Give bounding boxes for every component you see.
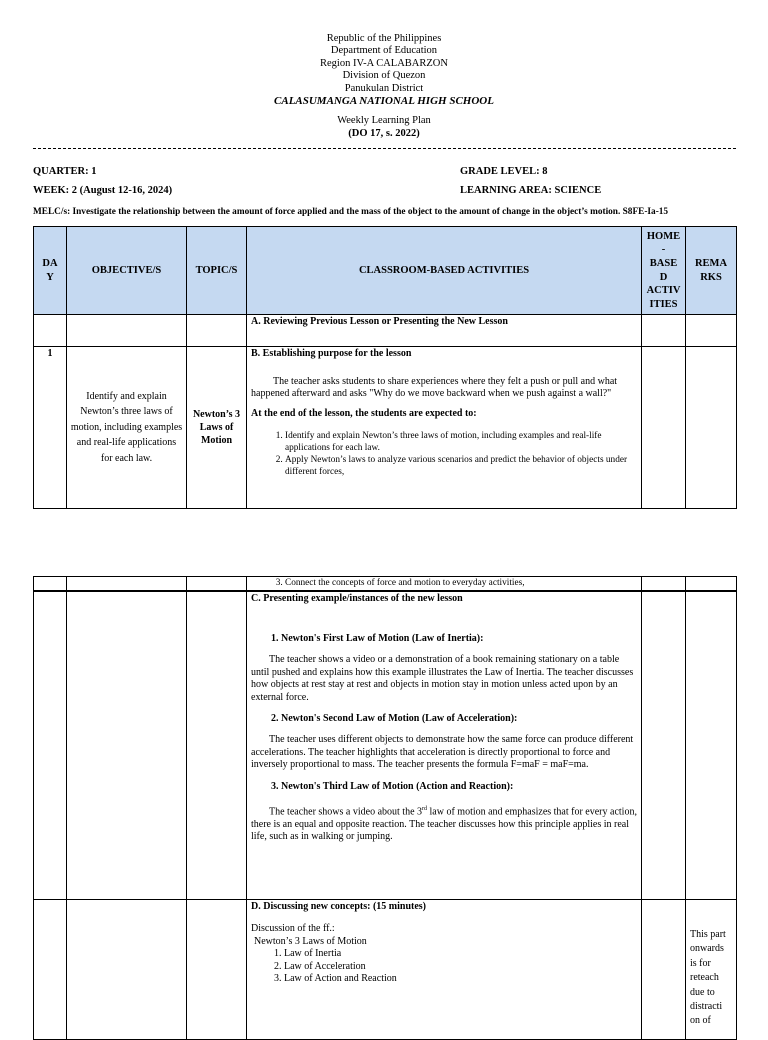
week-label: WEEK: 2 (August 12-16, 2024)	[33, 185, 173, 196]
plan-title: Weekly Learning Plan	[337, 115, 431, 127]
classroom-activities-header: CLASSROOM-BASED ACTIVITIES	[247, 227, 642, 315]
law2-title: 2. Newton's Second Law of Motion (Law of Acceleration):	[281, 713, 637, 725]
dashed-divider	[33, 148, 736, 149]
section-c-heading: C. Presenting example/instances of the new lesson	[251, 592, 463, 604]
discussion-list	[251, 948, 637, 985]
law2-text: The teacher uses different objects to demonstrate how the same force can produce different accelerations. The teacher highlights that acceleration is directly proportional to force and inversely proportional to mass. The teacher presents the formula F=maF = maF=ma.	[251, 734, 634, 771]
expected-list	[251, 430, 637, 478]
remarks-text: This part onwards is for reteach due to distracti on of	[686, 900, 737, 1040]
do-reference: (DO 17, s. 2022)	[348, 127, 420, 139]
expected-heading: At the end of the lesson, the students are expected to:	[251, 408, 477, 420]
section-b-heading: B. Establishing purpose for the lesson	[251, 348, 412, 359]
expected-item: 1. Identify and explain Newton’s three laws of motion, including examples and real-life applications for each law.	[285, 430, 637, 454]
melc-statement: MELC/s: Investigate the relationship between the amount of force applied and the mass of the object to the amount of change in the object’s motion. S8FE-Ia-15	[33, 207, 669, 217]
law1-title: 1. Newton's First Law of Motion (Law of Inertia):	[281, 633, 637, 645]
school-name: CALASUMANGA NATIONAL HIGH SCHOOL	[274, 95, 494, 108]
home-based-header: HOME - BASE D ACTIV ITIES	[642, 227, 686, 315]
topic-text: Newton’s 3 Laws of Motion	[187, 347, 247, 509]
discussion-item: 1. Law of Inertia	[284, 948, 637, 960]
expected-item: 3. Connect the concepts of force and motion to everyday activities,	[285, 577, 637, 589]
law3-title: 3. Newton's Third Law of Motion (Action and Reaction):	[281, 781, 637, 793]
learning-area-label: LEARNING AREA: SCIENCE	[460, 185, 602, 196]
section-b-paragraph: The teacher asks students to share experiences where they felt a push or pull and what happened afterward and asks "Why do we move backward when we push against a wall?"	[251, 376, 618, 400]
expected-item: 2. Apply Newton’s laws to analyze various scenarios and predict the behavior of objects under different forces,	[285, 454, 637, 478]
lesson-plan-table-page2	[33, 576, 737, 1040]
region-line: Region IV-A CALABARZON	[320, 57, 448, 69]
remarks-header: REMA RKS	[686, 227, 737, 315]
discussion-item: 3. Law of Action and Reaction	[284, 973, 637, 985]
objectives-header: OBJECTIVE/S	[67, 227, 187, 315]
quarter-label: QUARTER: 1	[33, 166, 97, 177]
discussion-subtitle: Newton’s 3 Laws of Motion	[254, 935, 367, 947]
discussion-intro: Discussion of the ff.:	[251, 923, 335, 935]
day-number: 1	[34, 347, 67, 509]
division-line: Division of Quezon	[342, 70, 426, 82]
objective-text: Identify and explain Newton’s three laws of motion, including examples and real-life applications for each law.	[67, 347, 187, 509]
republic-line: Republic of the Philippines	[326, 33, 442, 44]
lesson-plan-table-page1	[33, 226, 737, 509]
topics-header: TOPIC/S	[187, 227, 247, 315]
law3-text: The teacher shows a video about the 3rd law of motion and emphasizes that for every action, there is an equal and opposite reaction. The teacher discusses how this principle applies in real life, such as in walking or jumping.	[251, 805, 637, 843]
grade-level-label: GRADE LEVEL: 8	[460, 166, 548, 177]
day-header: DA Y	[34, 227, 67, 315]
section-d-heading: D. Discussing new concepts: (15 minutes)	[251, 901, 426, 912]
section-a-heading: A. Reviewing Previous Lesson or Presenting the New Lesson	[251, 316, 508, 327]
district-line: Panukulan District	[344, 82, 424, 94]
document-header	[0, 33, 768, 140]
law1-text: The teacher shows a video or a demonstration of a book remaining stationary on a table until pushed and explains how this example illustrates the Law of Inertia. The teacher discusses how objects at rest stay at rest and objects in motion stay in motion unless acted upon by an external force.	[251, 654, 634, 703]
department-line: Department of Education	[330, 45, 438, 57]
discussion-item: 2. Law of Acceleration	[284, 961, 637, 973]
